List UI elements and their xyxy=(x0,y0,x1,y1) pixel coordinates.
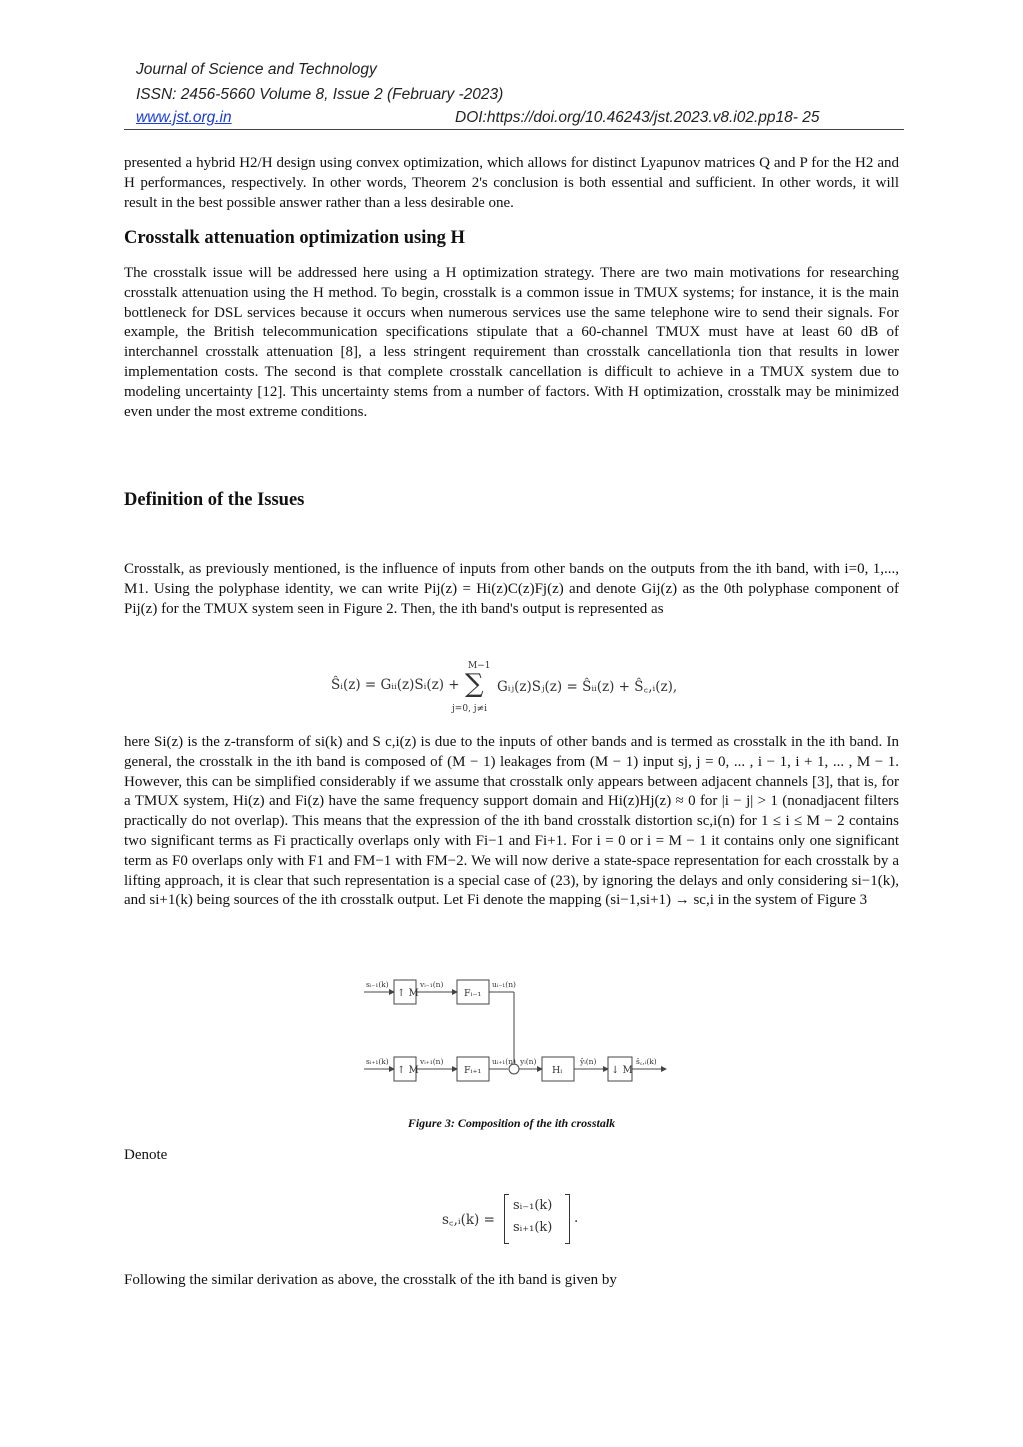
label-output: ŝ꜀,ᵢ(k) xyxy=(636,1057,657,1066)
filter-top: Fᵢ₋₁ xyxy=(464,988,482,999)
header-rule xyxy=(124,129,904,130)
label-input-bottom: sᵢ₊₁(k) xyxy=(366,1057,389,1066)
label-u-top: uᵢ₋₁(n) xyxy=(492,980,516,989)
vector-top-entry: sᵢ₋₁(k) xyxy=(513,1198,553,1213)
paragraph-denote: Denote xyxy=(124,1147,168,1163)
section-heading-crosstalk: Crosstalk attenuation optimization using H xyxy=(124,228,465,248)
equation-lhs: Ŝᵢ(z) = Gᵢᵢ(z)Sᵢ(z) + xyxy=(331,677,460,693)
upsampler-top: ↑ M xyxy=(397,988,419,999)
label-u-bottom: uᵢ₊₁(n) xyxy=(492,1057,516,1066)
equation-rhs: Gᵢⱼ(z)Sⱼ(z) = Ŝᵢᵢ(z) + Ŝ꜀,ᵢ(z), xyxy=(497,679,678,695)
summation-symbol: ∑ xyxy=(465,669,484,699)
paragraph-definition: Crosstalk, as previously mentioned, is the influence of inputs from other bands on the outputs from the ith band, with i=0, 1,..., M1. Using the polyphase identity, we can write Pij(z) = Hi(z)C(z)Fj(z) and denote Gij(z) as the 0th polyphase component of Pij(z) for the TMUX system seen in Figure 2. Then, the ith band's output is represented as xyxy=(124,561,899,617)
paragraph-crosstalk: The crosstalk issue will be addressed here using a H optimization strategy. There are two main motivations for researching crosstalk attenuation using the H method. To begin, crosstalk is a common issue in TMUX systems; for instance, it is the main bottleneck for DSL services because it occurs when numerous services use the same telephone wire to send their signals. For example, the British telecommunication specifications stipulate that a 60-channel TMUX must have at least 60 dB of interchannel crosstalk attenuation [8], a less stringent requirement than crosstalk cancellationla tion that results in lower implementation costs. The second is that complete crosstalk cancellation is difficult to achieve in a TMUX system due to modeling uncertainty [12]. This uncertainty stems from a number of factors. With H optimization, crosstalk may be minimized even under the most extreme conditions. xyxy=(124,265,899,420)
vector-equation-period: . xyxy=(574,1210,579,1226)
vector-matrix xyxy=(504,1194,570,1244)
vector-equation-lhs: s꜀,ᵢ(k) = xyxy=(442,1212,495,1228)
downsampler: ↓ M xyxy=(611,1065,633,1076)
sum-lower-limit: j=0, j≠i xyxy=(452,704,487,714)
equation-output xyxy=(328,660,698,720)
journal-website-link[interactable]: www.jst.org.in xyxy=(136,109,232,126)
figure-3-caption: Figure 3: Composition of the ith crosstalk xyxy=(407,1116,616,1130)
vector-bottom-entry: sᵢ₊₁(k) xyxy=(513,1220,553,1235)
sum-upper-limit: M−1 xyxy=(468,661,491,671)
label-v-bottom: vᵢ₊₁(n) xyxy=(420,1057,444,1066)
label-input-top: sᵢ₋₁(k) xyxy=(366,980,389,989)
filter-bottom: Fᵢ₊₁ xyxy=(464,1065,482,1076)
label-y: yᵢ(n) xyxy=(520,1057,537,1066)
section-heading-definition: Definition of the Issues xyxy=(124,490,305,510)
figure-3-block-diagram xyxy=(352,962,670,1104)
issn-line: ISSN: 2456-5660 Volume 8, Issue 2 (February -2023) xyxy=(136,86,504,103)
upsampler-bottom: ↑ M xyxy=(397,1065,419,1076)
doi-line: DOI:https://doi.org/10.46243/jst.2023.v8.i02.pp18- 25 xyxy=(455,109,820,126)
journal-title: Journal of Science and Technology xyxy=(136,61,377,78)
label-v-top: vᵢ₋₁(n) xyxy=(420,980,444,989)
paragraph-intro: presented a hybrid H2/H design using convex optimization, which allows for distinct Lyapunov matrices Q and P for the H2 and H performances, respectively. In other words, Theorem 2's conclusion is both essential and sufficient. In other words, it will result in the best possible answer rather than a less desirable one. xyxy=(124,155,899,211)
equation-crosstalk-vector xyxy=(440,1190,590,1250)
paragraph-following: Following the similar derivation as above, the crosstalk of the ith band is given by xyxy=(124,1272,617,1288)
paragraph-crosstalk-derivation: here Si(z) is the z-transform of si(k) and S c,i(z) is due to the inputs of other bands and is termed as crosstalk in the ith band. In general, the crosstalk in the ith band is composed of (M − 1) leakages from (M − 1) input sj, j = 0, ... , i − 1, i + 1, ... , M − 1. However, this can be simplified considerably if we assume that crosstalk only appears between adjacent channels [3], that is, for a TMUX system, Hi(z) and Fi(z) have the same frequency support domain and Hi(z)Hj(z) ≈ 0 for |i − j| > 1 (nonadjacent filters practically do not overlap). This means that the expression of the ith band crosstalk distortion sc,i(n) for 1 ≤ i ≤ M − 2 contains two significant terms as Fi practically overlaps only with Fi−1 and Fi+1. For i = 0 or i = M − 1 it contains only one significant term as F0 overlaps only with F1 and FM−1 with FM−2. We will now derive a state-space representation for each crosstalk by a lifting approach, it is clear that such representation is a special case of (23), by ignoring the delays and only considering si−1(k), and si+1(k) being sources of the ith crosstalk output. Let Fi denote the mapping (si−1,si+1) → sc,i in the system of Figure 3 xyxy=(124,734,899,909)
filter-h: Hᵢ xyxy=(552,1065,563,1076)
label-yhat: ŷᵢ(n) xyxy=(580,1057,597,1066)
